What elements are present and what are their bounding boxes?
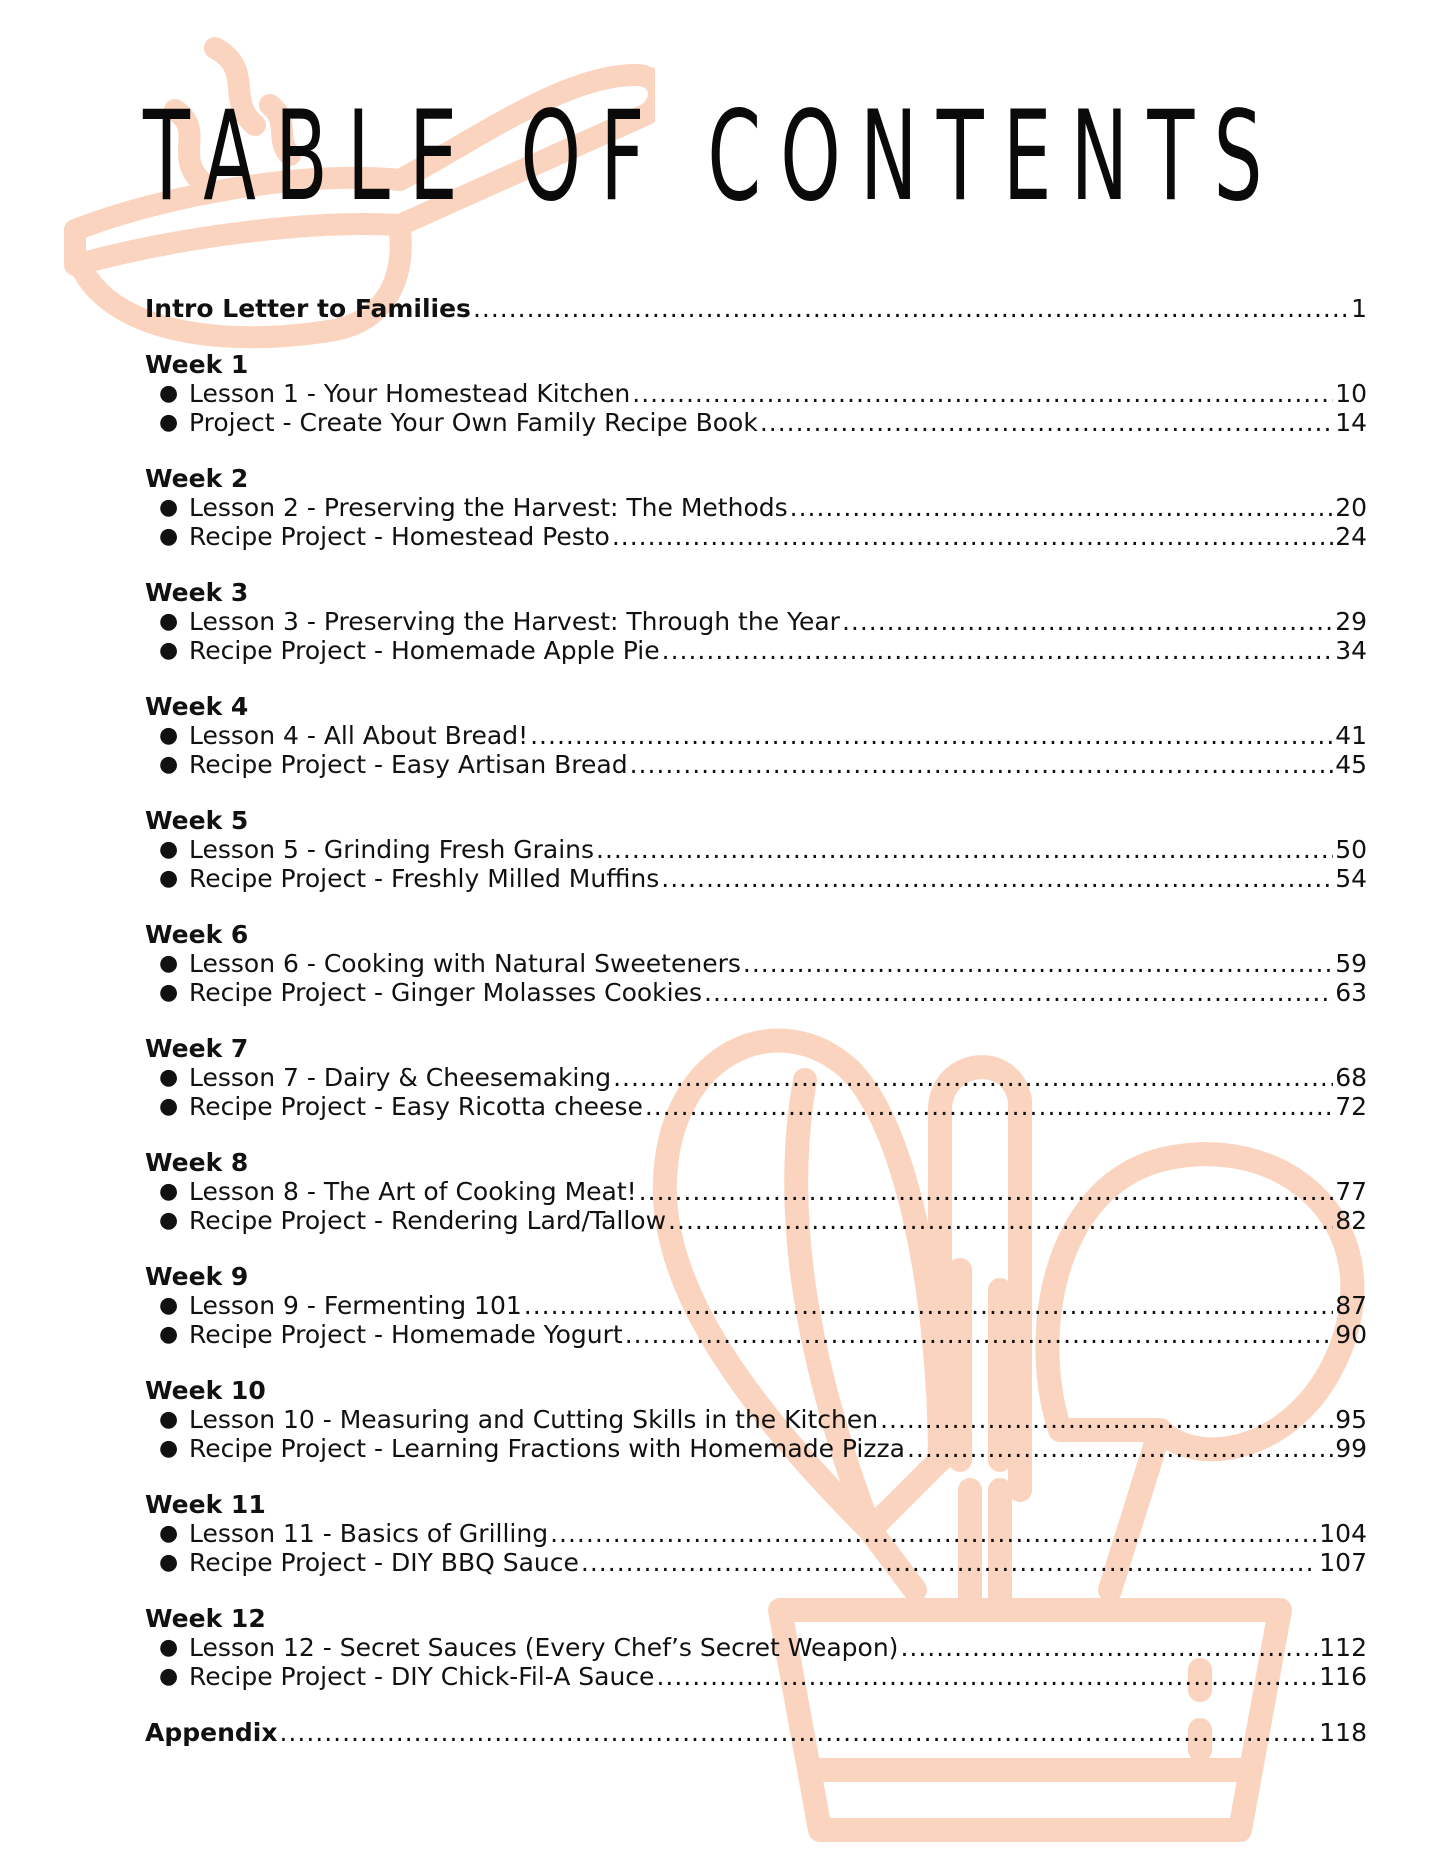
week-section <box>145 920 1367 1007</box>
toc-entry-label: Recipe Project - Rendering Lard/Tallow <box>189 1206 667 1235</box>
toc-entry[interactable] <box>145 408 1367 437</box>
toc-entry-label: Lesson 2 - Preserving the Harvest: The Methods <box>189 493 788 522</box>
dot-leader <box>645 1092 1333 1121</box>
bullet-icon: ● <box>159 381 179 406</box>
page-title: TABLE OF CONTENTS <box>143 85 1282 229</box>
toc-entry[interactable] <box>145 835 1367 864</box>
toc-page-number: 45 <box>1335 750 1367 779</box>
toc-entry-label: Recipe Project - DIY BBQ Sauce <box>189 1548 579 1577</box>
toc-entry[interactable] <box>145 493 1367 522</box>
week-heading: Week 10 <box>145 1376 266 1405</box>
toc-entry-label: Lesson 6 - Cooking with Natural Sweeteners <box>189 949 741 978</box>
toc-entry-label: Recipe Project - Learning Fractions with Homemade Pizza <box>189 1434 905 1463</box>
bullet-icon: ● <box>159 752 179 777</box>
toc-page-number: 41 <box>1335 721 1367 750</box>
bullet-icon: ● <box>159 495 179 520</box>
toc-entry-label: Lesson 8 - The Art of Cooking Meat! <box>189 1177 637 1206</box>
week-section <box>145 1034 1367 1121</box>
dot-leader <box>613 1063 1333 1092</box>
toc-entry[interactable] <box>145 750 1367 779</box>
toc-entry-label: Lesson 7 - Dairy & Cheesemaking <box>189 1063 612 1092</box>
dot-leader <box>760 408 1333 437</box>
toc-entry-label: Lesson 10 - Measuring and Cutting Skills in the Kitchen <box>189 1405 879 1434</box>
dot-leader <box>630 750 1334 779</box>
toc-page-number: 107 <box>1319 1548 1367 1577</box>
toc-page-number: 104 <box>1319 1519 1367 1548</box>
toc-page-number: 59 <box>1335 949 1367 978</box>
toc-entry-label: Recipe Project - Homemade Apple Pie <box>189 636 660 665</box>
toc-page-number: 63 <box>1335 978 1367 1007</box>
toc-entry[interactable] <box>145 1320 1367 1349</box>
bullet-icon: ● <box>159 1436 179 1461</box>
week-heading: Week 7 <box>145 1034 249 1063</box>
week-section <box>145 1376 1367 1463</box>
toc-entry-label: Recipe Project - Easy Ricotta cheese <box>189 1092 643 1121</box>
week-heading: Week 4 <box>145 692 249 721</box>
toc-entry[interactable] <box>145 1519 1367 1548</box>
week-section <box>145 1490 1367 1577</box>
week-heading: Week 5 <box>145 806 249 835</box>
week-section <box>145 692 1367 779</box>
toc-page-number: 77 <box>1335 1177 1367 1206</box>
toc-page-number: 54 <box>1335 864 1367 893</box>
bullet-icon: ● <box>159 1521 179 1546</box>
dot-leader <box>473 294 1349 323</box>
toc-page-number: 29 <box>1335 607 1367 636</box>
week-section <box>145 1604 1367 1691</box>
toc-entry-label: Lesson 12 - Secret Sauces (Every Chef’s Secret Weapon) <box>189 1633 899 1662</box>
bullet-icon: ● <box>159 837 179 862</box>
toc-page-number: 24 <box>1335 522 1367 551</box>
toc-page-number: 82 <box>1335 1206 1367 1235</box>
dot-leader <box>790 493 1334 522</box>
toc-entry[interactable] <box>145 721 1367 750</box>
toc-page-number: 50 <box>1335 835 1367 864</box>
toc-entry[interactable] <box>145 1291 1367 1320</box>
toc-page-number: 10 <box>1335 379 1367 408</box>
week-section <box>145 578 1367 665</box>
toc-entry-appendix[interactable] <box>145 1718 1367 1747</box>
toc-entry[interactable] <box>145 379 1367 408</box>
toc-entry-label: Lesson 4 - All About Bread! <box>189 721 529 750</box>
toc-entry[interactable] <box>145 978 1367 1007</box>
toc-page-number: 95 <box>1335 1405 1367 1434</box>
week-heading: Week 3 <box>145 578 249 607</box>
bullet-icon: ● <box>159 1293 179 1318</box>
toc-entry-label: Lesson 1 - Your Homestead Kitchen <box>189 379 631 408</box>
bullet-icon: ● <box>159 1550 179 1575</box>
toc-entry-intro[interactable] <box>145 294 1367 323</box>
dot-leader <box>743 949 1333 978</box>
bullet-icon: ● <box>159 1208 179 1233</box>
dot-leader <box>656 1662 1317 1691</box>
week-section <box>145 464 1367 551</box>
table-of-contents <box>145 294 1367 1747</box>
toc-entry-label: Project - Create Your Own Family Recipe Book <box>189 408 758 437</box>
toc-entry-label: Recipe Project - Freshly Milled Muffins <box>189 864 660 893</box>
toc-entry-label: Recipe Project - Homemade Yogurt <box>189 1320 623 1349</box>
toc-entry[interactable] <box>145 1548 1367 1577</box>
toc-page-number: 72 <box>1335 1092 1367 1121</box>
bullet-icon: ● <box>159 1664 179 1689</box>
dot-leader <box>639 1177 1334 1206</box>
bullet-icon: ● <box>159 951 179 976</box>
toc-page-number: 118 <box>1319 1718 1367 1747</box>
week-section <box>145 1262 1367 1349</box>
toc-entry-label: Lesson 5 - Grinding Fresh Grains <box>189 835 595 864</box>
toc-entry[interactable] <box>145 636 1367 665</box>
toc-page-number: 20 <box>1335 493 1367 522</box>
toc-entry[interactable] <box>145 864 1367 893</box>
week-heading: Week 1 <box>145 350 249 379</box>
bullet-icon: ● <box>159 410 179 435</box>
dot-leader <box>524 1291 1333 1320</box>
toc-entry-label: Recipe Project - Easy Artisan Bread <box>189 750 628 779</box>
dot-leader <box>596 835 1333 864</box>
toc-entry-label: Recipe Project - Ginger Molasses Cookies <box>189 978 703 1007</box>
toc-entry-label: Recipe Project - DIY Chick-Fil-A Sauce <box>189 1662 655 1691</box>
week-section <box>145 1148 1367 1235</box>
dot-leader <box>625 1320 1333 1349</box>
bullet-icon: ● <box>159 524 179 549</box>
toc-entry[interactable] <box>145 1177 1367 1206</box>
toc-entry[interactable] <box>145 1405 1367 1434</box>
toc-page-number: 112 <box>1319 1633 1367 1662</box>
week-section <box>145 350 1367 437</box>
toc-page-number: 1 <box>1351 294 1367 323</box>
dot-leader <box>279 1718 1317 1747</box>
bullet-icon: ● <box>159 980 179 1005</box>
dot-leader <box>900 1633 1317 1662</box>
week-heading: Week 11 <box>145 1490 266 1519</box>
dot-leader <box>612 522 1333 551</box>
bullet-icon: ● <box>159 638 179 663</box>
bullet-icon: ● <box>159 723 179 748</box>
dot-leader <box>842 607 1333 636</box>
week-heading: Week 12 <box>145 1604 266 1633</box>
toc-page-number: 14 <box>1335 408 1367 437</box>
dot-leader <box>550 1519 1317 1548</box>
toc-page-number: 87 <box>1335 1291 1367 1320</box>
toc-page-number: 116 <box>1319 1662 1367 1691</box>
dot-leader <box>704 978 1333 1007</box>
toc-entry[interactable] <box>145 1662 1367 1691</box>
toc-page-number: 90 <box>1335 1320 1367 1349</box>
dot-leader <box>907 1434 1333 1463</box>
toc-entry[interactable] <box>145 1633 1367 1662</box>
bullet-icon: ● <box>159 609 179 634</box>
dot-leader <box>668 1206 1333 1235</box>
toc-entry-label: Lesson 9 - Fermenting 101 <box>189 1291 522 1320</box>
toc-page-number: 34 <box>1335 636 1367 665</box>
toc-entry[interactable] <box>145 1092 1367 1121</box>
toc-entry[interactable] <box>145 949 1367 978</box>
toc-entry-label: Lesson 3 - Preserving the Harvest: Through the Year <box>189 607 840 636</box>
dot-leader <box>632 379 1333 408</box>
toc-entry[interactable] <box>145 607 1367 636</box>
week-heading: Week 6 <box>145 920 249 949</box>
toc-entry-label: Appendix <box>145 1718 278 1747</box>
week-heading: Week 8 <box>145 1148 249 1177</box>
dot-leader <box>662 636 1334 665</box>
toc-page-number: 99 <box>1335 1434 1367 1463</box>
bullet-icon: ● <box>159 1407 179 1432</box>
toc-entry[interactable] <box>145 1206 1367 1235</box>
dot-leader <box>661 864 1333 893</box>
dot-leader <box>581 1548 1317 1577</box>
toc-entry[interactable] <box>145 1434 1367 1463</box>
bullet-icon: ● <box>159 1635 179 1660</box>
bullet-icon: ● <box>159 1322 179 1347</box>
toc-entry[interactable] <box>145 1063 1367 1092</box>
toc-page-number: 68 <box>1335 1063 1367 1092</box>
bullet-icon: ● <box>159 1094 179 1119</box>
toc-entry-label: Recipe Project - Homestead Pesto <box>189 522 610 551</box>
bullet-icon: ● <box>159 1179 179 1204</box>
bullet-icon: ● <box>159 1065 179 1090</box>
dot-leader <box>880 1405 1333 1434</box>
dot-leader <box>530 721 1333 750</box>
week-heading: Week 9 <box>145 1262 249 1291</box>
bullet-icon: ● <box>159 866 179 891</box>
toc-entry-label: Lesson 11 - Basics of Grilling <box>189 1519 549 1548</box>
toc-entry-label: Intro Letter to Families <box>145 294 471 323</box>
toc-entry[interactable] <box>145 522 1367 551</box>
week-heading: Week 2 <box>145 464 249 493</box>
week-section <box>145 806 1367 893</box>
